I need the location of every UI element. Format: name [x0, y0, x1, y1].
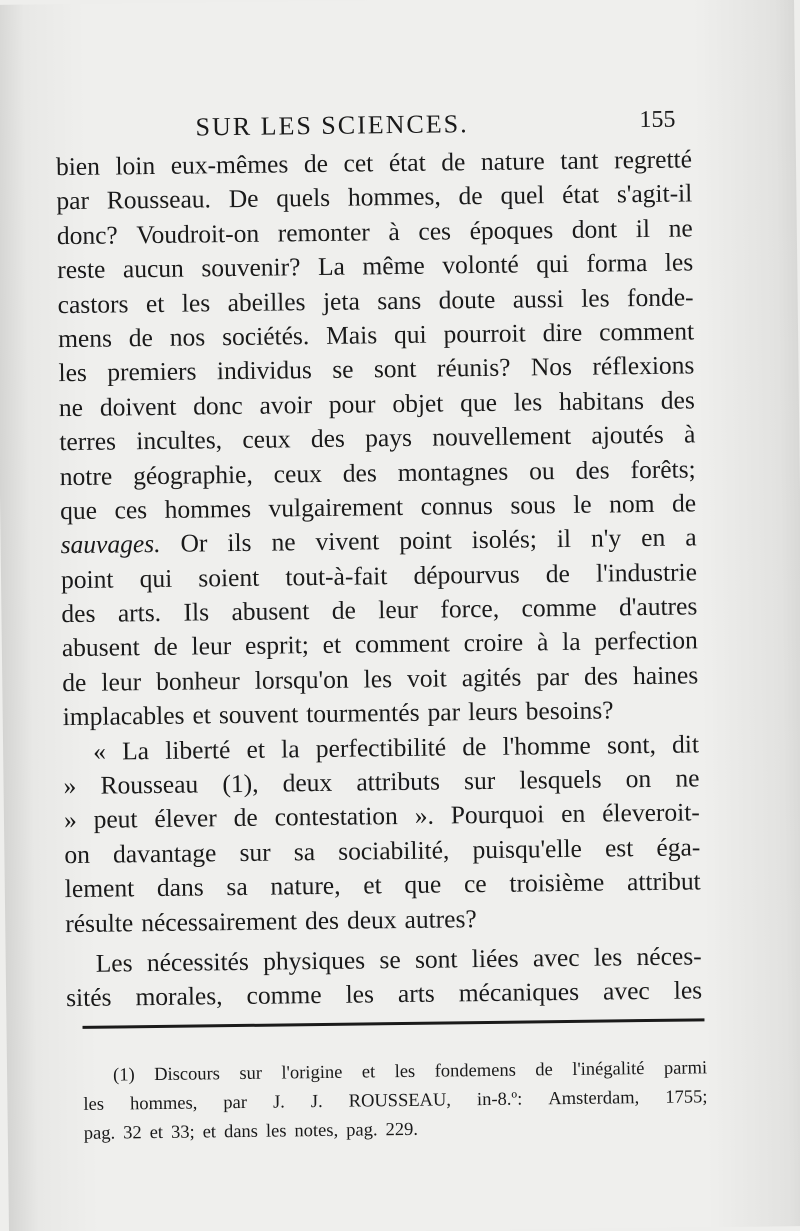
text-line: » peut élever de contestation ». Pourquoi en éleveroit- [63, 797, 701, 835]
text-line: « La liberté et la perfectibilité de l'homme sont, dit [92, 729, 700, 766]
text-line: que ces hommes vulgairement connus sous le nom de [60, 488, 697, 526]
text-line: donc? Voudroit-on remonter à ces époques dont il ne [56, 213, 693, 250]
footnote-rule [82, 1018, 704, 1029]
text-line: résulte nécessairement des deux autres? [65, 903, 477, 938]
text-line: ne doivent donc avoir pour objet que les habitans des [58, 385, 695, 422]
text-line: lement dans sa nature, et que ce troisième attribut [64, 866, 701, 904]
text-line: » Rousseau (1), deux attributs sur lesquels on ne [63, 763, 700, 801]
text-line: abusent de leur esprit; et comment croire à la perfection [61, 625, 698, 663]
text-line: les premiers individus se sont réunis? Nos réflexions [58, 350, 695, 388]
body-text [56, 142, 703, 1015]
text-line: implacables et souvent tourmentés par leurs besoins? [62, 695, 614, 732]
text-line: point qui soient tout-à-fait dépourvus de l'industrie [60, 557, 698, 594]
text-line: reste aucun souvenir? La même volonté qui forma les [57, 247, 694, 285]
text-line: Les nécessités physiques se sont liées avec les néces- [95, 941, 702, 978]
text-line: sités morales, comme les arts mécaniques avec les [65, 975, 703, 1013]
page-number: 155 [639, 106, 676, 134]
footnote-line: les hommes, par J. J. ROUSSEAU, in-8.º: Amsterdam, 1755; [83, 1087, 708, 1115]
text-line: bien loin eux-mêmes de cet état de nature tant regretté [55, 144, 693, 182]
text-line: par Rousseau. De quels hommes, de quel état s'agit-il [56, 178, 693, 216]
text-line: mens de nos sociétés. Mais qui pourroit dire comment [57, 316, 695, 354]
footnote [83, 1054, 708, 1149]
text-line: terres incultes, ceux des pays nouvellement ajoutés à [59, 419, 696, 457]
text-line: on davantage sur sa sociabilité, puisqu'elle est éga- [64, 832, 701, 869]
text-line: notre géographie, ceux des montagnes ou des forêts; [59, 453, 696, 491]
text-line: castors et les abeilles jeta sans doute aussi les fonde- [57, 281, 694, 319]
running-title: SUR LES SCIENCES. [195, 109, 469, 142]
text-line: sauvages. Or ils ne vivent point isolés; il n'y en a [60, 522, 697, 560]
page-header [55, 107, 675, 149]
text-line: des arts. Ils abusent de leur force, comme d'autres [61, 591, 698, 629]
footnote-line: (1) Discours sur l'origine et les fondemens de l'inégalité parmi [112, 1058, 708, 1086]
text-line: de leur bonheur lorsqu'on les voit agités par des haines [62, 660, 699, 697]
footnote-line: pag. 32 et 33; et dans les notes, pag. 229. [83, 1119, 419, 1144]
